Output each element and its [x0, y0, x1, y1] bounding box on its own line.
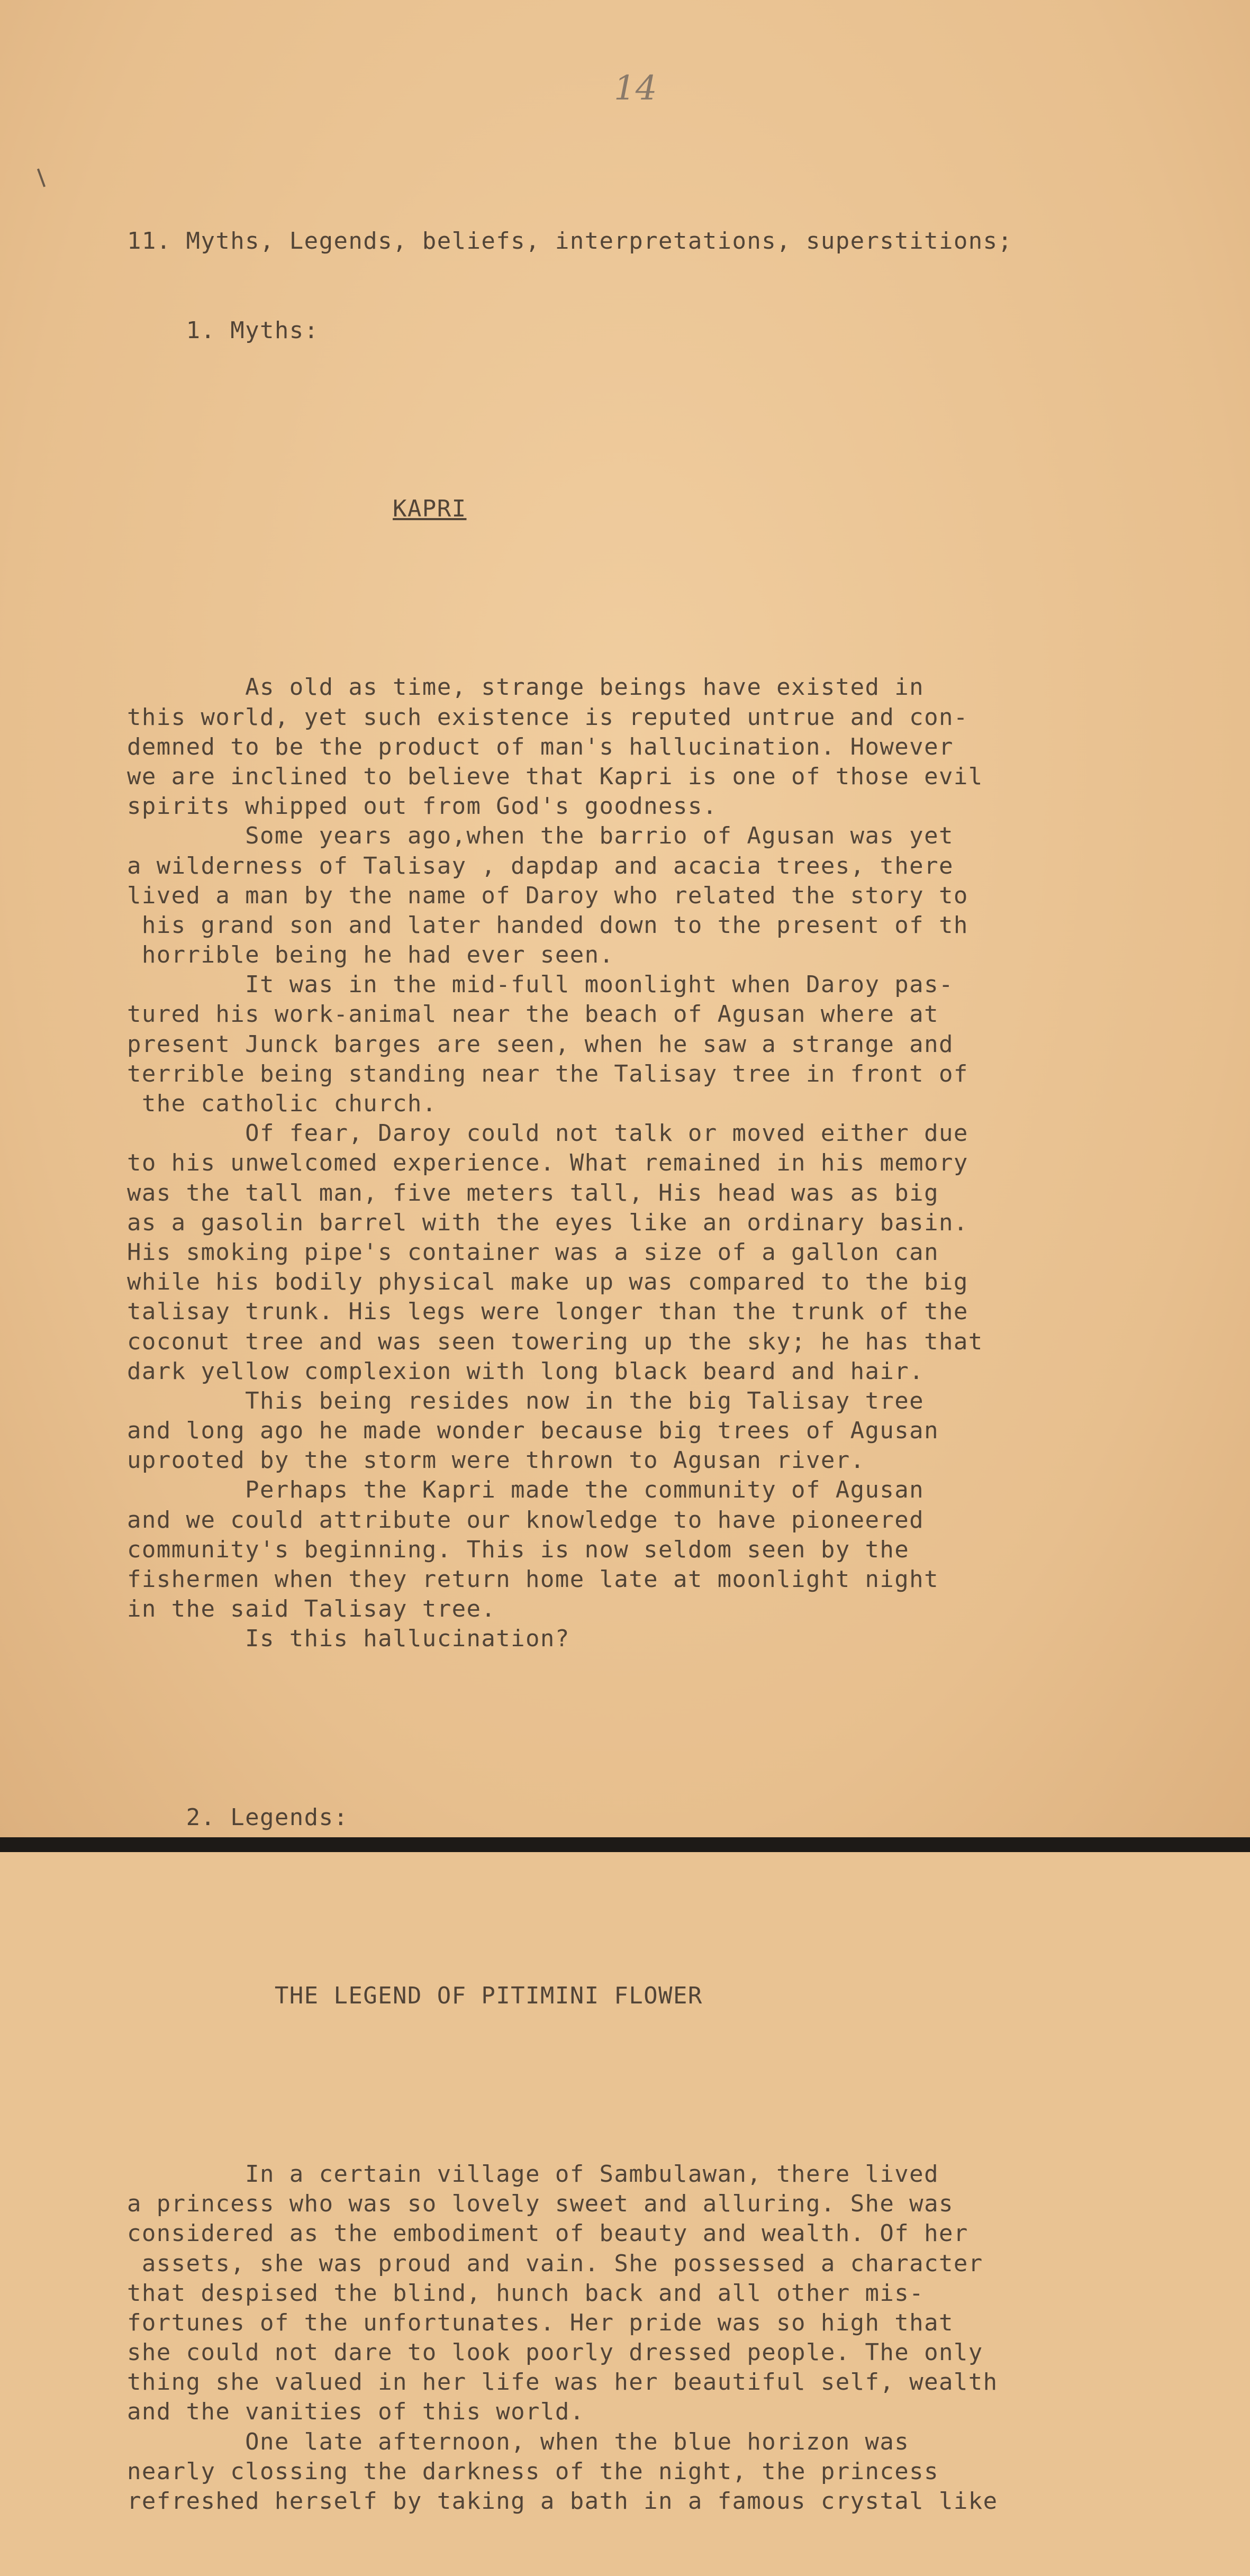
text-line: his grand son and later handed down to the present of th: [127, 911, 968, 939]
legends-heading: 2. Legends:: [186, 1803, 349, 1831]
text-line: while his bodily physical make up was compared to the big: [127, 1268, 968, 1296]
text-line: uprooted by the storm were thrown to Agusan river.: [127, 1447, 865, 1474]
text-line: community's beginning. This is now seldom seen by the: [127, 1536, 910, 1563]
document-body: [127, 167, 1196, 2576]
text-line: As old as time, strange beings have existed in: [127, 674, 925, 701]
scan-border: [0, 1837, 1250, 1852]
spacer: [127, 2070, 1196, 2100]
text-line: and we could attribute our knowledge to have pioneered: [127, 1506, 925, 1534]
text-line: present Junck barges are seen, when he saw a strange and: [127, 1030, 954, 1058]
text-line: tured his work-animal near the beach of Agusan where at: [127, 1001, 939, 1028]
text-line: the catholic church.: [127, 1090, 437, 1117]
text-line: dark yellow complexion with long black beard and hair.: [127, 1357, 925, 1385]
text-line: It was in the mid-full moonlight when Daroy pas-: [127, 971, 954, 999]
text-line: in the said Talisay tree.: [127, 1595, 496, 1623]
text-line: horrible being he had ever seen.: [127, 941, 614, 969]
text-line: refreshed herself by taking a bath in a famous crystal like: [127, 2488, 998, 2515]
text-line: that despised the blind, hunch back and all other mis-: [127, 2279, 925, 2307]
text-line: One late afternoon, when the blue horizon was: [127, 2428, 910, 2455]
text-line: thing she valued in her life was her beautiful self, wealth: [127, 2369, 998, 2396]
text-line: talisay trunk. His legs were longer than the trunk of the: [127, 1298, 968, 1326]
text-line: fortunes of the unfortunates. Her pride was so high that: [127, 2309, 954, 2336]
text-line: a princess who was so lovely sweet and alluring. She was: [127, 2190, 954, 2218]
text-line: nearly clossing the darkness of the night, the princess: [127, 2457, 939, 2485]
text-line: a wilderness of Talisay , dapdap and acacia trees, there: [127, 852, 954, 879]
text-line: Of fear, Daroy could not talk or moved either due: [127, 1120, 968, 1147]
text-line: and the vanities of this world.: [127, 2398, 585, 2426]
text-line: considered as the embodiment of beauty and wealth. Of her: [127, 2220, 968, 2247]
text-line: this world, yet such existence is reputed untrue and con-: [127, 703, 968, 731]
text-line: terrible being standing near the Talisay tree in front of: [127, 1060, 968, 1087]
spacer: [127, 1892, 1196, 1921]
text-line: His smoking pipe's container was a size of a gallon can: [127, 1238, 939, 1266]
text-line: we are inclined to believe that Kapri is one of those evil: [127, 763, 983, 790]
subsection-heading: 1. Myths:: [186, 317, 319, 344]
text-line: to his unwelcomed experience. What remained in his memory: [127, 1149, 968, 1177]
text-line: Perhaps the Kapri made the community of Agusan: [127, 1476, 925, 1504]
text-line: In a certain village of Sambulawan, there lived: [127, 2160, 939, 2188]
text-line: demned to be the product of man's hallucination. However: [127, 733, 954, 760]
text-line: This being resides now in the big Talisay tree: [127, 1387, 925, 1414]
text-line: fishermen when they return home late at moonlight night: [127, 1566, 939, 1593]
text-line: coconut tree and was seen towering up the sky; he has that: [127, 1328, 983, 1355]
legend-title-line: [127, 1981, 1196, 2011]
text-line: was the tall man, five meters tall, His head was as big: [127, 1179, 939, 1207]
text-line: she could not dare to look poorly dressed people. The only: [127, 2339, 983, 2366]
legend-title: THE LEGEND OF PITIMINI FLOWER: [274, 1982, 703, 2009]
page-number: 14: [614, 69, 657, 108]
myth-title: KAPRI: [393, 495, 467, 523]
legend-text: [127, 2160, 1196, 2516]
spacer: [127, 405, 1196, 435]
section-heading: 11. Myths, Legends, beliefs, interpretations, superstitions;: [127, 228, 1013, 255]
text-line: spirits whipped out from God's goodness.: [127, 793, 718, 820]
spacer: [127, 1713, 1196, 1743]
text-line: Some years ago,when the barrio of Agusan was yet: [127, 822, 954, 850]
myth-text: [127, 673, 1196, 1654]
text-line: and long ago he made wonder because big trees of Agusan: [127, 1417, 939, 1445]
legends-heading-line: [127, 1803, 1196, 1833]
spacer: [127, 584, 1196, 613]
text-line: as a gasolin barrel with the eyes like an ordinary basin.: [127, 1209, 968, 1236]
text-line: Is this hallucination?: [127, 1625, 570, 1653]
text-line: lived a man by the name of Daroy who related the story to: [127, 882, 968, 909]
myth-title-line: [127, 494, 1196, 524]
text-line: assets, she was proud and vain. She possessed a character: [127, 2250, 983, 2277]
margin-mark: [37, 168, 46, 187]
